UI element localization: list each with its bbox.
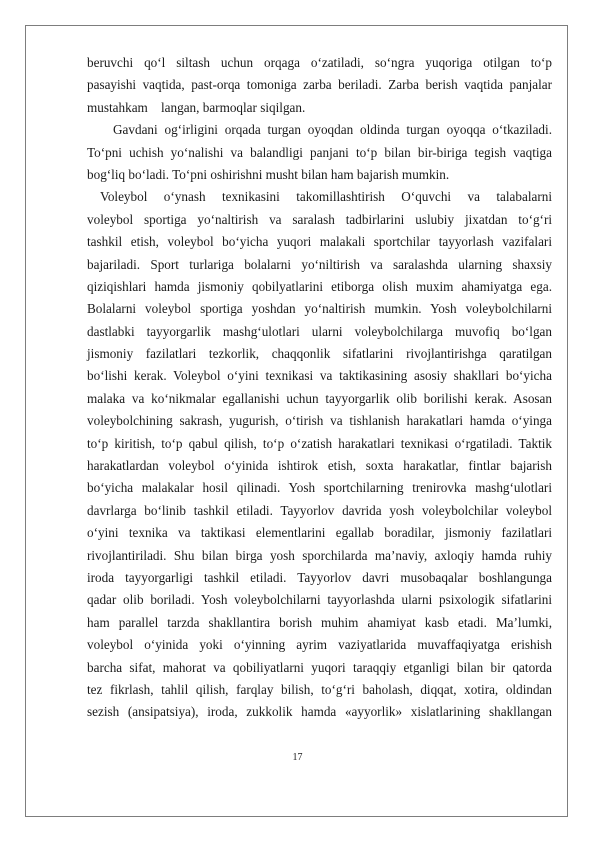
text-line: To‘pni uchish yo‘nalishi va balandligi panjani to‘p bilan bir-biriga tegish vaqtiga <box>87 144 552 160</box>
document-body <box>87 52 552 724</box>
text-line: Gavdani og‘irligini orqada turgan oyoqdan oldinda turgan oyoqqa o‘tkaziladi. <box>113 122 552 138</box>
text-line: tashkil etish, voleybol bo‘yicha yuqori malakali sportchilar tayyorlash vazifalari <box>87 234 552 250</box>
paragraph-3 <box>87 186 552 723</box>
text-line: sezish (ansipatsiya), iroda, zukkolik hamda «ayyorlik» xislatlarining shakllangan <box>87 704 552 720</box>
text-line: qiziqishlari hamda jismoniy qobilyatlarini etiborga olish muxim ahamiyatga ega. <box>87 278 552 294</box>
text-line: bo‘lishi kerak. Voleybol o‘yini texnikasi va taktikasining asosiy shakllari bo‘yicha <box>87 368 552 384</box>
text-line: jismoniy fazilatlari tezkorlik, chaqqonlik sifatlarini rivojlantirishga qaratilgan <box>87 346 552 362</box>
text-line: voleybolchining sakrash, yugurish, o‘tirish va tishlanish harakatlari hamda o‘yinga <box>87 413 552 429</box>
text-line: harakatlardan voleybol o‘yinida ishtirok etish, soxta harakatlar, fintlar bajarish <box>87 458 552 474</box>
text-line: davrlarga bo‘linib tashkil etiladi. Tayyorlov davrida yosh voleybolchilar voleybol <box>87 502 552 518</box>
text-line: bo‘yicha malakalar hosil qilinadi. Yosh sportchilarning trenirovka mashg‘ulotlari <box>87 480 552 496</box>
text-line: iroda tayyorgarligi tashkil etiladi. Tayyorlov davri musobaqalar boshlangunga <box>87 569 552 585</box>
text-line: Bolalarni voleybol sportiga yoshdan yo‘naltirish mumkin. Yosh voleybolchilarni <box>87 301 552 317</box>
page-number: 17 <box>292 752 303 763</box>
text-line: malaka va ko‘nikmalar egallanishi uchun tayyorgarlik olib borilishi kerak. Asosan <box>87 390 552 406</box>
text-line: qadar olib boriladi. Yosh voleybolchilarni tayyorlashda ularni psixologik sifatlarini <box>87 592 552 608</box>
text-line: voleybol o‘yinida yoki o‘yinning ayrim vaziyatlarida muvaffaqiyatga erishish <box>87 637 552 653</box>
paragraph-1 <box>87 52 552 119</box>
text-line: bog‘liq bo‘ladi. To‘pni oshirishni musht bilan ham bajarish mumkin. <box>87 166 450 182</box>
text-line: bajariladi. Sport turlariga bolalarni yo‘niltirish va saralashda ularning shaxsiy <box>87 256 552 272</box>
text-line: mustahkam langan, barmoqlar siqilgan. <box>87 99 306 115</box>
paragraph-2 <box>87 119 552 186</box>
text-line: dastlabki tayyorgarlik mashg‘ulotlari ularni voleybolchilarga muvofiq bo‘lgan <box>87 323 552 339</box>
text-line: beruvchi qo‘l siltash uchun orqaga o‘zatiladi, so‘ngra yuqoriga otilgan to‘p <box>87 55 552 70</box>
text-line: ham parallel tarzda shakllantira borish muhim ahamiyat kasb etadi. Ma’lumki, <box>87 614 552 630</box>
text-line: pasayishi vaqtida, past-orqa tomoniga zarba beriladi. Zarba berish vaqtida panjalar <box>87 77 552 93</box>
text-line: voleybol sportiga yo‘naltirish va saralash tadbirlarini uslubiy jixatdan to‘g‘ri <box>87 211 552 227</box>
text-line: Voleybol o‘ynash texnikasini takomillashtirish O‘quvchi va talabalarni <box>100 189 552 205</box>
text-line: to‘p kiritish, to‘p qabul qilish, to‘p o‘zatish harakatlari texnikasi o‘rgatiladi. Taktik <box>87 435 552 451</box>
text-line: o‘yini texnika va taktikasi elementlarini egallab boradilar, jismoniy fazilatlari <box>87 525 552 541</box>
text-line: barcha sifat, mahorat va qobiliyatlarni yuqori taraqqiy etganligi bilan bir qatorda <box>87 659 552 675</box>
text-line: tez fikrlash, tahlil qilish, farqlay bilish, to‘g‘ri baholash, diqqat, xotira, oldindan <box>87 681 552 697</box>
text-line: rivojlantiriladi. Shu bilan birga yosh sporchilarda ma’naviy, axloqiy hamda ruhiy <box>87 547 552 563</box>
